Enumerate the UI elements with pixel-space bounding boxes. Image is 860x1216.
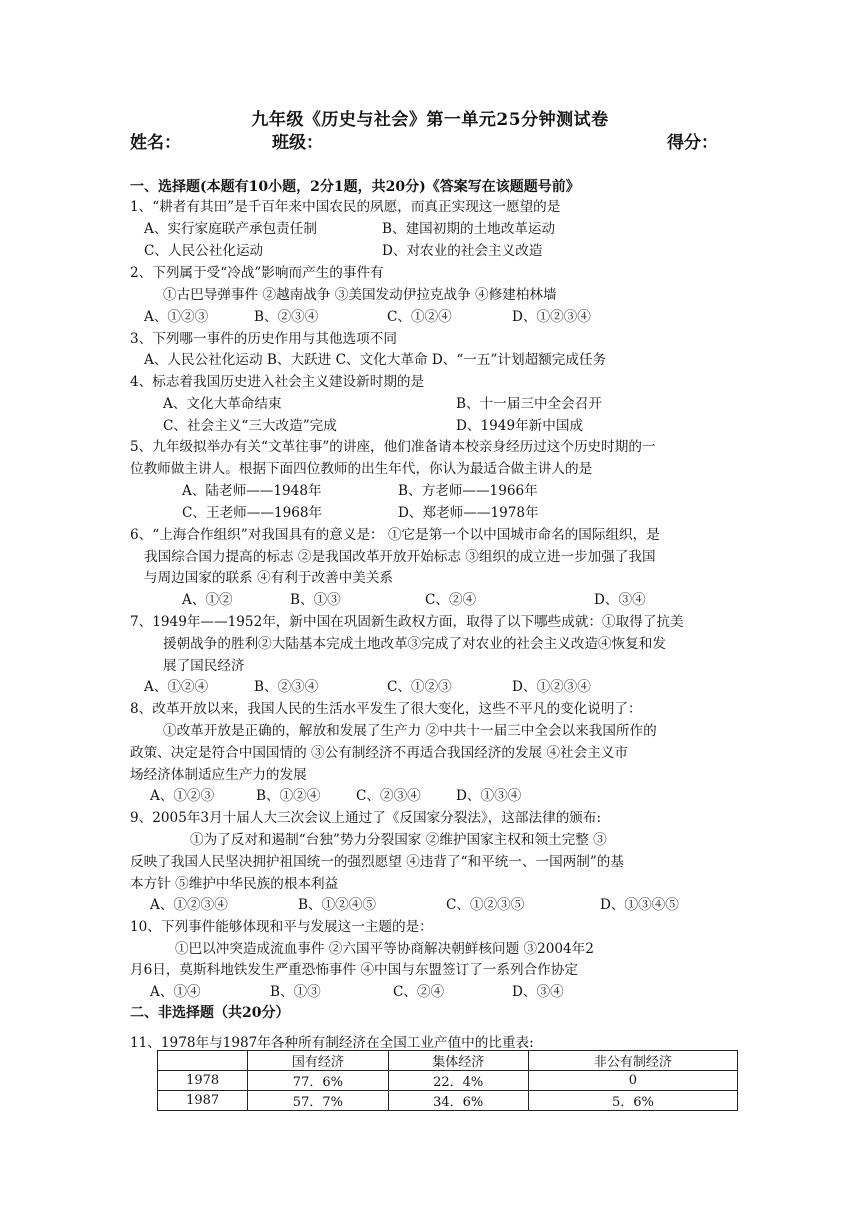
option-7c: C、①②③ <box>387 679 452 695</box>
option-7d: D、①②③④ <box>512 679 591 695</box>
option-1c: C、人民公社化运动 <box>144 243 264 259</box>
option-7a: A、①②④ <box>144 679 209 695</box>
ownership-table <box>157 1050 738 1111</box>
question-10: 10、下列事件能够体现和平与发展这一主题的是： <box>130 919 433 935</box>
option-9a: A、①②③④ <box>150 897 228 913</box>
option-5c: C、王老师——1968年 <box>182 505 323 521</box>
option-10b: B、①③ <box>270 984 321 1000</box>
question-9-cont-2: 反映了我国人民坚决拥护祖国统一的强烈愿望 ④违背了“和平统一、一国两制”的基 <box>130 854 624 870</box>
table-header-cell: 非公有制经济 <box>528 1051 737 1071</box>
question-8-cont-3: 场经济体制适应生产力的发展 <box>130 767 307 783</box>
option-4d: D、1949年新中国成 <box>456 418 584 434</box>
option-8d: D、①③④ <box>456 788 522 804</box>
question-2: 2、下列属于受“冷战”影响而产生的事件有 <box>130 265 384 281</box>
table-cell: 1987 <box>158 1091 248 1111</box>
option-8c: C、②③④ <box>356 788 421 804</box>
option-10a: A、①④ <box>150 984 201 1000</box>
question-6-cont-1: 我国综合国力提高的标志 ②是我国改革开放开始标志 ③组织的成立进一步加强了我国 <box>144 549 656 565</box>
question-6-cont-2: 与周边国家的联系 ④有利于改善中美关系 <box>144 570 394 586</box>
option-9c: C、①②③⑤ <box>446 897 525 913</box>
option-4b: B、十一届三中全会召开 <box>456 396 602 412</box>
question-9: 9、2005年3月十届人大三次会议上通过了《反国家分裂法》，这部法律的颁布: <box>130 810 602 826</box>
option-4a: A、文化大革命结束 <box>163 396 282 412</box>
name-label: 姓名： <box>130 133 181 153</box>
option-6b: B、①③ <box>290 592 341 608</box>
option-2d: D、①②③④ <box>512 309 591 325</box>
question-10-cont-1: ①巴以冲突造成流血事件 ②六国平等协商解决朝鲜核问题 ③2004年2 <box>175 941 594 957</box>
option-1a: A、实行家庭联产承包责任制 <box>144 221 317 237</box>
question-3: 3、下列哪一事件的历史作用与其他选项不同 <box>130 331 397 347</box>
option-6d: D、③④ <box>594 592 646 608</box>
score-label: 得分： <box>667 133 718 153</box>
option-2a: A、①②③ <box>144 309 209 325</box>
question-7: 7、1949年——1952年，新中国在巩固新生政权方面，取得了以下哪些成就：①取得了抗美 <box>130 614 684 630</box>
table-header-row <box>158 1051 738 1071</box>
question-2-items: ①古巴导弹事件 ②越南战争 ③美国发动伊拉克战争 ④修建柏林墙 <box>163 287 557 303</box>
question-3-options: A、人民公社化运动 B、大跃进 C、文化大革命 D、“一五”计划超额完成任务 <box>144 352 607 368</box>
option-1b: B、建国初期的土地改革运动 <box>382 221 556 237</box>
option-4c: C、社会主义“三大改造”完成 <box>163 418 337 434</box>
option-2b: B、②③④ <box>254 309 319 325</box>
option-1d: D、对农业的社会主义改造 <box>382 243 543 259</box>
option-9b: B、①②④⑤ <box>298 897 376 913</box>
table-cell: 1978 <box>158 1071 248 1091</box>
table-header-cell <box>158 1051 248 1071</box>
question-4: 4、标志着我国历史进入社会主义建设新时期的是 <box>130 374 425 390</box>
question-1: 1、“耕者有其田”是千百年来中国农民的夙愿，而真正实现这一愿望的是 <box>130 199 561 215</box>
option-6c: C、②④ <box>425 592 477 608</box>
table-cell: 34．6% <box>388 1091 528 1111</box>
question-8-cont-1: ①改革开放是正确的，解放和发展了生产力 ②中共十一届三中全会以来我国所作的 <box>163 723 657 739</box>
table-cell: 5．6% <box>528 1091 737 1111</box>
option-5d: D、郑老师——1978年 <box>398 505 539 521</box>
table-cell: 77．6% <box>248 1071 388 1091</box>
option-5b: B、方老师——1966年 <box>398 483 538 499</box>
question-9-cont-1: ①为了反对和遏制“台独”势力分裂国家 ②维护国家主权和领土完整 ③ <box>190 832 607 848</box>
table-cell: 22．4% <box>388 1071 528 1091</box>
question-7-cont-1: 援朝战争的胜利②大陆基本完成土地改革③完成了对农业的社会主义改造④恢复和发 <box>163 636 666 652</box>
question-8-cont-2: 政策、决定是符合中国国情的 ③公有制经济不再适合我国经济的发展 ④社会主义市 <box>130 745 629 761</box>
option-6a: A、①② <box>182 592 233 608</box>
question-6: 6、“上海合作组织”对我国具有的意义是： ①它是第一个以中国城市命名的国际组织，是 <box>130 527 660 543</box>
table-row <box>158 1091 738 1111</box>
section-1-heading: 一、选择题(本题有10小题，2分1题，共20分)《答案写在该题题号前》 <box>130 179 580 195</box>
section-2-heading: 二、非选择题（共20分） <box>130 1005 290 1021</box>
table-cell: 57．7% <box>248 1091 388 1111</box>
question-5: 5、九年级拟举办有关“文革往事”的讲座，他们准备请本校亲身经历过这个历史时期的一 <box>130 439 656 455</box>
option-9d: D、①③④⑤ <box>600 897 679 913</box>
question-10-cont-2: 月6日，莫斯科地铁发生严重恐怖事件 ④中国与东盟签订了一系列合作协定 <box>130 962 578 978</box>
table-row <box>158 1071 738 1091</box>
option-8b: B、①②④ <box>256 788 321 804</box>
option-10d: D、③④ <box>512 984 564 1000</box>
option-10c: C、②④ <box>393 984 445 1000</box>
option-8a: A、①②③ <box>150 788 215 804</box>
question-8: 8、改革开放以来，我国人民的生活水平发生了很大变化，这些不平凡的变化说明了： <box>130 701 642 717</box>
table-header-cell: 集体经济 <box>388 1051 528 1071</box>
option-2c: C、①②④ <box>387 309 452 325</box>
table-cell: 0 <box>528 1071 737 1091</box>
class-label: 班级： <box>272 133 323 153</box>
question-11: 11、1978年与1987年各种所有制经济在全国工业产值中的比重表: <box>130 1035 534 1051</box>
option-7b: B、②③④ <box>254 679 319 695</box>
question-9-cont-3: 本方针 ⑤维护中华民族的根本利益 <box>130 876 339 892</box>
question-5-cont: 位教师做主讲人。根据下面四位教师的出生年代，你认为最适合做主讲人的是 <box>130 461 593 477</box>
table-header-cell: 国有经济 <box>248 1051 388 1071</box>
option-5a: A、陆老师——1948年 <box>182 483 322 499</box>
question-7-cont-2: 展了国民经济 <box>163 658 245 674</box>
exam-title: 九年级《历史与社会》第一单元25分钟测试卷 <box>251 110 609 130</box>
